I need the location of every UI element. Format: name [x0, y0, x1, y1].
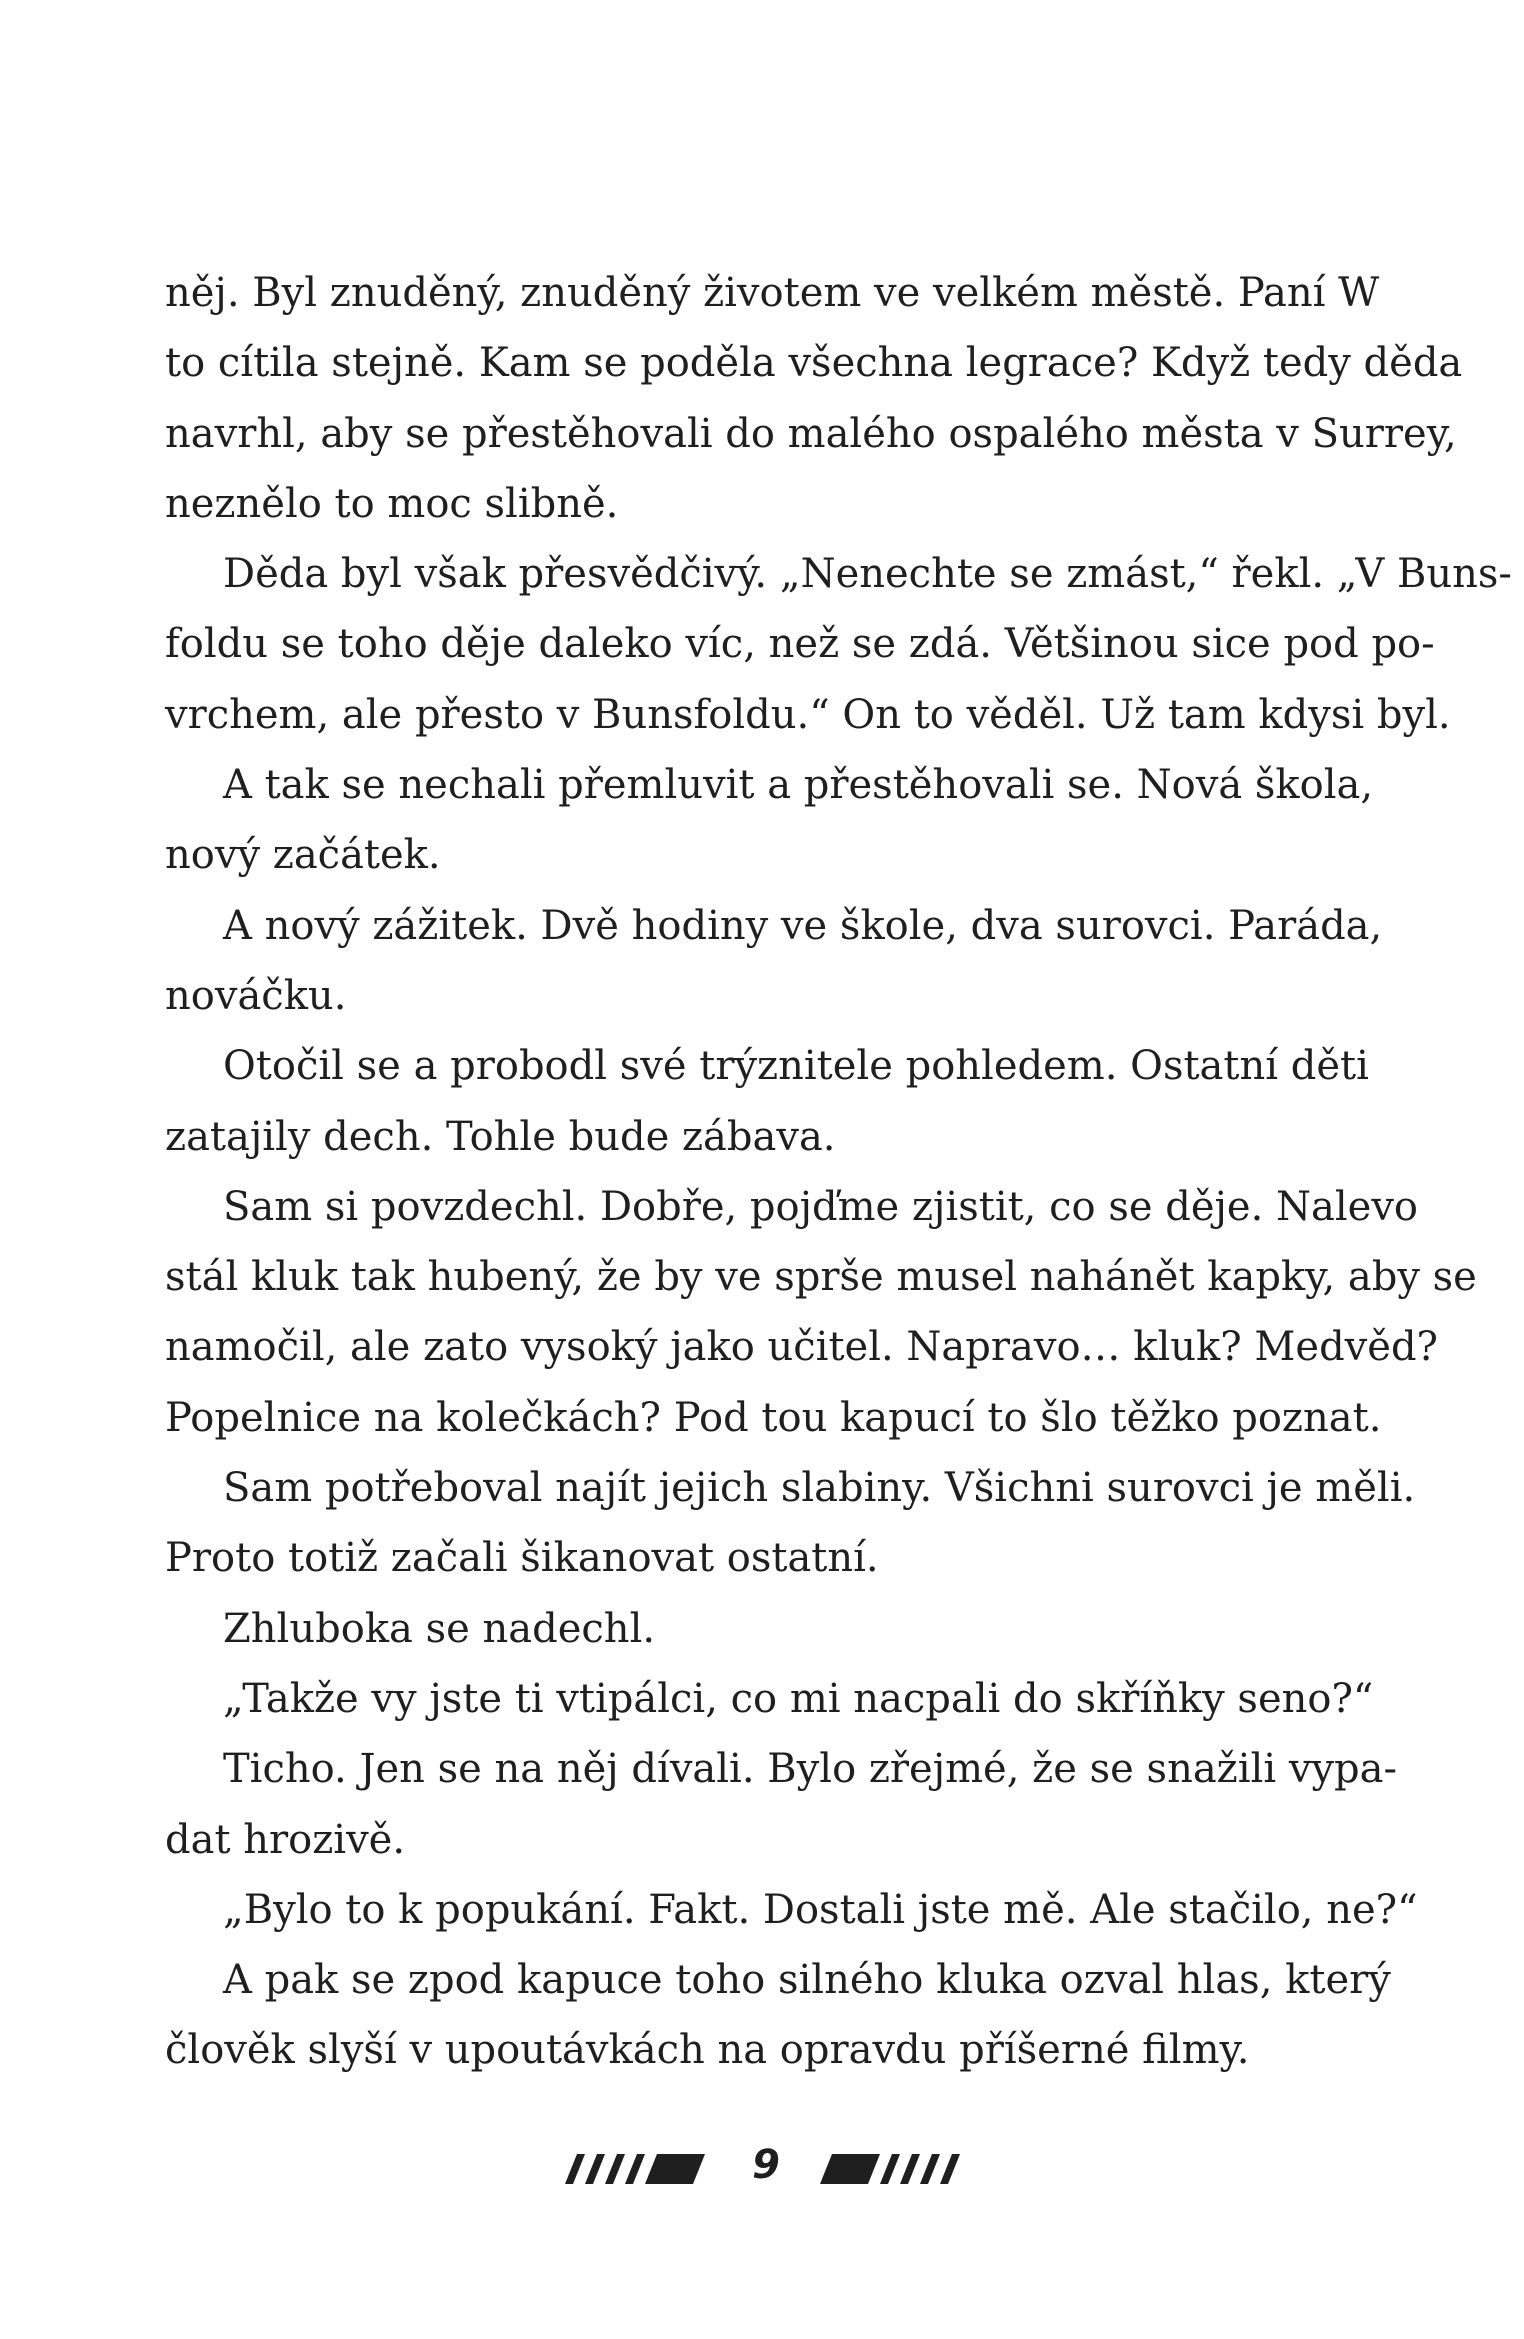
body-text [165, 258, 1512, 2086]
text-line: nováčku. [165, 972, 347, 1019]
text-line: Proto totiž začali šikanovat ostatní. [165, 1535, 879, 1582]
left-stripes-ornament [565, 2154, 705, 2184]
text-line: Děda byl však přesvědčivý. „Nenechte se zmást,“ řekl. „V Buns- [223, 551, 1512, 598]
text-line: navrhl, aby se přestěhovali do malého ospalého města v Surrey, [165, 410, 1457, 457]
paragraph [165, 1172, 1477, 1453]
paragraph [165, 1664, 1374, 1734]
text-line: Sam potřeboval najít jejich slabiny. Všichni surovci je měli. [223, 1465, 1416, 1512]
paragraph [165, 258, 1463, 539]
text-line: A nový zážitek. Dvě hodiny ve škole, dva surovci. Paráda, [223, 902, 1383, 949]
text-line: foldu se toho děje daleko víc, než se zdá. Většinou sice pod po- [165, 621, 1435, 668]
paragraph [165, 1031, 1369, 1172]
text-line: Otočil se a probodl své trýznitele pohledem. Ostatní děti [223, 1043, 1369, 1090]
paragraph [165, 1875, 1418, 1945]
text-line: Popelnice na kolečkách? Pod tou kapucí to šlo těžko poznat. [165, 1394, 1382, 1441]
text-line: namočil, ale zato vysoký jako učitel. Napravo… kluk? Medvěd? [165, 1324, 1438, 1371]
text-line: zatajily dech. Tohle bude zábava. [165, 1113, 836, 1160]
text-line: neznělo to moc slibně. [165, 480, 619, 527]
right-stripes-ornament [820, 2154, 960, 2184]
paragraph [165, 1594, 1360, 1664]
stripe-group [820, 2154, 960, 2184]
text-line: Sam si povzdechl. Dobře, pojďme zjistit, co se děje. Nalevo [223, 1183, 1418, 1230]
text-line: „Takže vy jste ti vtipálci, co mi nacpali do skříňky seno?“ [223, 1675, 1374, 1722]
text-line: člověk slyší v upoutávkách na opravdu příšerné filmy. [165, 2027, 1250, 2074]
paragraph [165, 750, 1374, 891]
page-footer [0, 2140, 1524, 2200]
paragraph [165, 1734, 1398, 1875]
text-line: Ticho. Jen se na něj dívali. Bylo zřejmé, že se snažili vypa- [223, 1746, 1398, 1793]
text-line: „Bylo to k popukání. Fakt. Dostali jste mě. Ale stačilo, ne?“ [223, 1886, 1418, 1933]
text-line: A pak se zpod kapuce toho silného kluka ozval hlas, který [223, 1957, 1391, 2004]
stripe-group [565, 2154, 705, 2184]
page-number: 9 [752, 2142, 780, 2188]
text-line: něj. Byl znuděný, znuděný životem ve velkém městě. Paní W [165, 270, 1380, 316]
text-line: stál kluk tak hubený, že by ve sprše musel nahánět kapky, aby se [165, 1254, 1477, 1301]
text-line: to cítila stejně. Kam se poděla všechna legrace? Když tedy děda [165, 340, 1463, 387]
text-line: A tak se nechali přemluvit a přestěhovali se. Nová škola, [223, 762, 1374, 809]
text-line: vrchem, ale přesto v Bunsfoldu.“ On to věděl. Už tam kdysi byl. [165, 691, 1451, 738]
paragraph [165, 1453, 1416, 1594]
text-line: nový začátek. [165, 832, 441, 879]
paragraph [165, 1945, 1391, 2086]
paragraph [165, 891, 1383, 1032]
text-line: dat hrozivě. [165, 1816, 406, 1863]
text-line: Zhluboka se nadechl. [223, 1605, 656, 1652]
paragraph [165, 539, 1512, 750]
